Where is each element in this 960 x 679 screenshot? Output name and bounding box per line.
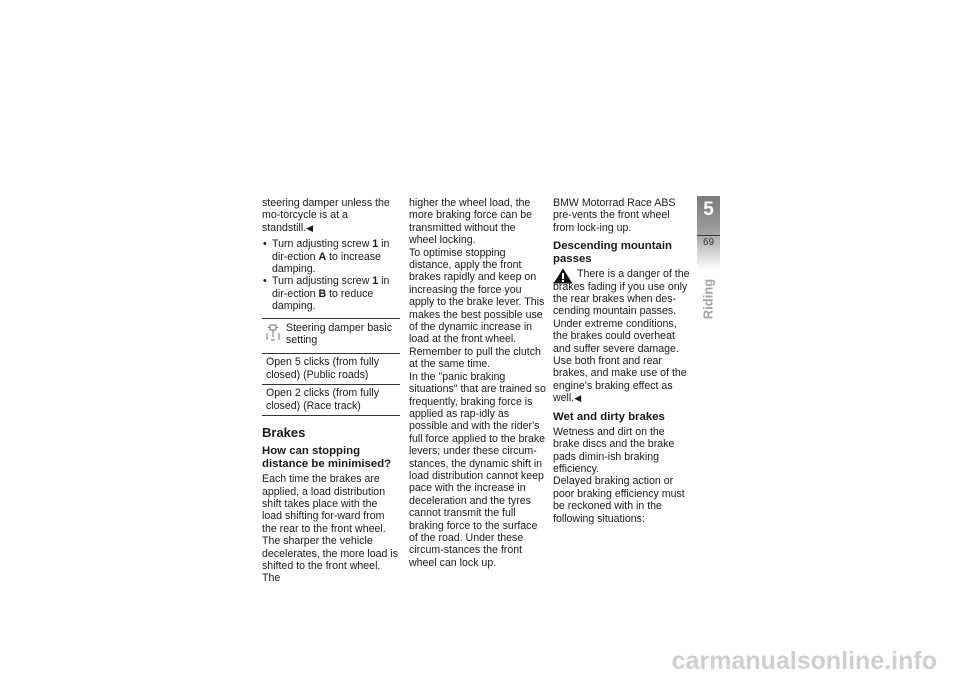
- chapter-tab: [697, 196, 720, 270]
- warning-note: [553, 268, 690, 355]
- end-mark-icon: ◀: [306, 222, 314, 233]
- body-paragraph: To optimise stopping distance, apply the front brakes rapidly and keep on increasing the force you apply to the brake lever. This makes the best possible use of the dynamic increase in load at the front wheel. Remember to pull the clutch at the same time.: [409, 246, 545, 371]
- subheading-stopping-distance: How can stopping distance be minimised?: [262, 445, 392, 471]
- table-row: Open 5 clicks (from fully closed) (Public roads): [262, 354, 400, 385]
- adjustment-steps: [262, 238, 400, 312]
- chapter-number: 5: [703, 199, 714, 220]
- end-mark-icon: ◀: [574, 393, 582, 404]
- wrench-setting-icon: [262, 322, 286, 344]
- body-paragraph: Wetness and dirt on the brake discs and the brake pads dimin-ish braking efficiency.: [553, 425, 675, 475]
- table-row: Open 2 clicks (from fully closed) (Race track): [266, 387, 380, 412]
- body-paragraph: Each time the brakes are applied, a load distribution shift takes place with the load shifting for-ward from the rear to the front wheel. The sharper the vehicle decelerates, the more load is shifted to the front wheel. The: [262, 473, 399, 585]
- column-1: [262, 197, 400, 585]
- page-number: 69: [697, 235, 720, 248]
- settings-title: Steering damper basic setting: [286, 321, 392, 347]
- body-paragraph: Use both front and rear brakes, and make use of the engine's braking effect as well.◀: [553, 355, 687, 405]
- chapter-title: Riding: [700, 278, 716, 320]
- intro-paragraph: steering damper unless the mo-torcycle is at a standstill.◀: [262, 197, 390, 234]
- settings-header: [262, 319, 400, 355]
- list-item: • Turn adjusting screw 1 in dir-ection B to reduce damping.: [262, 275, 400, 312]
- settings-table: [262, 318, 400, 416]
- column-2: [409, 197, 546, 569]
- section-heading-brakes: Brakes: [262, 425, 306, 441]
- body-paragraph: In the "panic braking situations" that are trained so frequently, braking force is applied as rap-idly as possible and with the rider's full force applied to the brake levers; under these circum-stances, the dynamic shift in load distribution cannot keep pace with the increase in deceleration and the tyres cannot transmit the full braking force to the surface of the road. Under these circum-stances the front wheel can lock up.: [409, 370, 546, 569]
- watermark: carmanualsonline.info: [671, 647, 937, 675]
- column-3: [553, 197, 690, 525]
- body-paragraph: higher the wheel load, the more braking force can be transmitted without the wheel locking.: [409, 197, 533, 247]
- subheading-wet-dirty-brakes: Wet and dirty brakes: [553, 410, 665, 423]
- body-paragraph: Delayed braking action or poor braking efficiency must be reckoned with in the following situations:: [553, 475, 685, 525]
- warning-text: There is a danger of the brakes fading if you use only the rear brakes when des-cending mountain passes. Under extreme conditions, the brakes could overheat and suffer severe damage.: [553, 268, 690, 355]
- body-paragraph: BMW Motorrad Race ABS pre-vents the front wheel from lock-ing up.: [553, 197, 676, 234]
- subheading-mountain-passes: Descending mountain passes: [553, 240, 672, 266]
- list-item: • Turn adjusting screw 1 in dir-ection A to increase damping.: [262, 238, 400, 275]
